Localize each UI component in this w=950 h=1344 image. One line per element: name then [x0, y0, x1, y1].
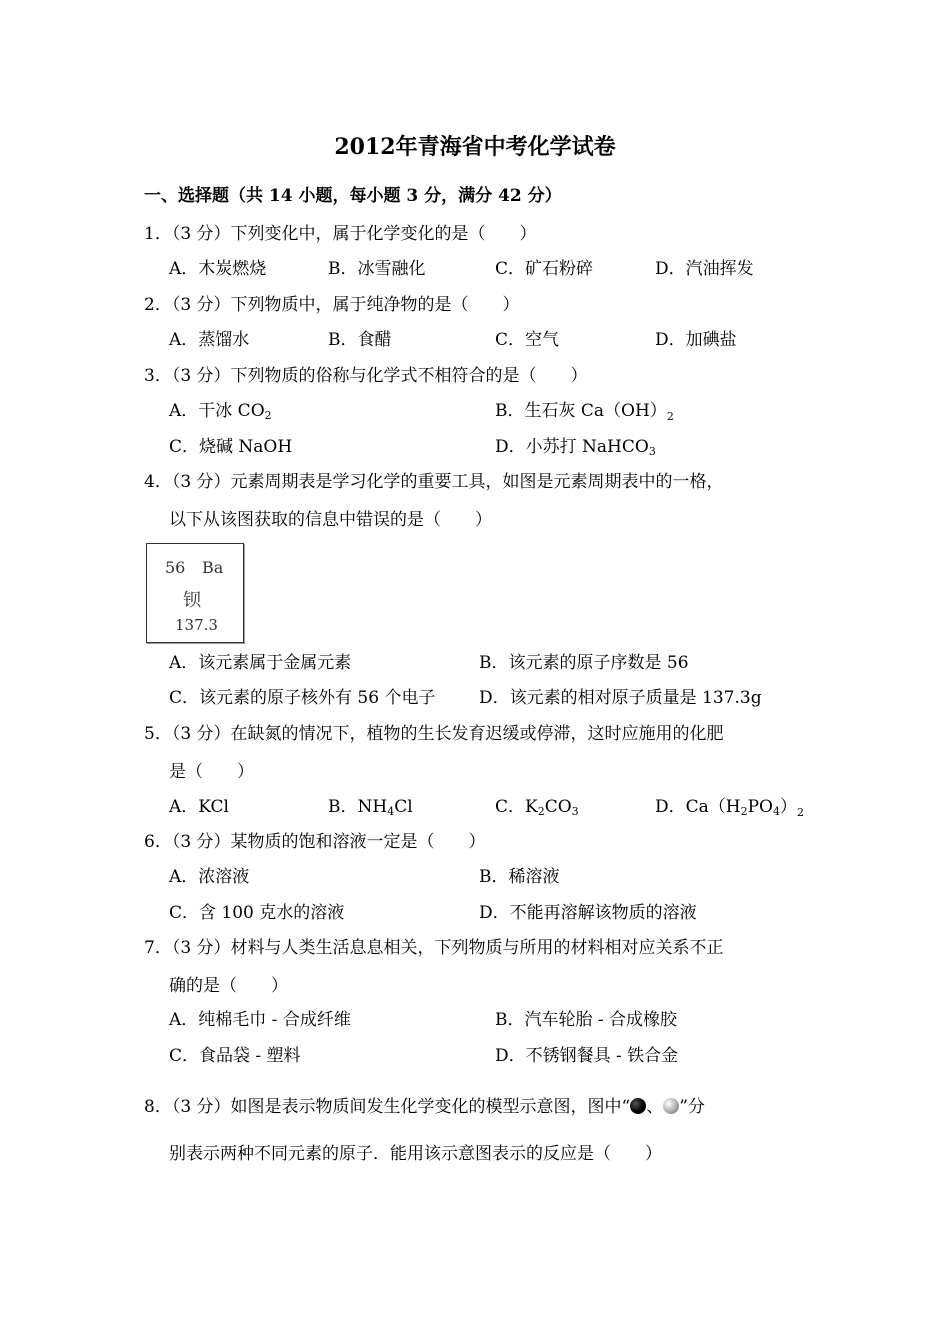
question-5-option-a: A．KCl	[169, 797, 229, 817]
question-2-option-b: B．食醋	[328, 330, 392, 350]
question-6-option-c: C．含 100 克水的溶液	[169, 903, 345, 923]
question-4-stem-line1: 4．（3 分）元素周期表是学习化学的重要工具，如图是元素周期表中的一格，	[144, 472, 724, 492]
question-7-option-a: A．纯棉毛巾 - 合成纤维	[169, 1010, 351, 1030]
periodic-table-cell	[146, 543, 244, 643]
question-5-stem-line2: 是（ ）	[169, 762, 254, 782]
element-symbol: Ba	[202, 558, 224, 577]
element-atomic-number: 56	[165, 558, 186, 577]
question-3-option-d: D．小苏打 NaHCO$_3$	[495, 437, 656, 458]
page-title: 2012年青海省中考化学试卷	[334, 134, 616, 160]
question-1-option-c: C．矿石粉碎	[495, 259, 594, 279]
question-7-option-d: D．不锈钢餐具 - 铁合金	[495, 1046, 679, 1066]
question-3-option-b: B．生石灰 $Ca(OH)_2$	[495, 401, 674, 423]
question-8-stem-line2: 别表示两种不同元素的原子．能用该示意图表示的反应是（ ）	[169, 1144, 662, 1164]
question-1-option-a: A．木炭燃烧	[169, 259, 267, 279]
question-3-stem: 3．（3 分）下列物质的俗称与化学式不相符合的是（ ）	[144, 366, 588, 386]
question-2-stem: 2．（3 分）下列物质中，属于纯净物的是（ ）	[144, 295, 520, 315]
gray-atom-icon	[663, 1098, 679, 1114]
question-7-stem-line1: 7．（3 分）材料与人类生活息息相关，下列物质与所用的材料相对应关系不正	[144, 938, 724, 958]
question-3-option-c: C．烧碱 NaOH	[169, 437, 293, 457]
question-6-stem: 6．（3 分）某物质的饱和溶液一定是（ ）	[144, 832, 486, 852]
element-name: 钡	[183, 590, 201, 611]
question-7-option-c: C．食品袋 - 塑料	[169, 1046, 301, 1066]
question-5-stem-line1: 5．（3 分）在缺氮的情况下，植物的生长发育迟缓或停滞，这时应施用的化肥	[144, 724, 724, 744]
element-atomic-mass: 137.3	[175, 616, 218, 634]
question-4-option-d: D．该元素的相对原子质量是 137.3g	[479, 688, 762, 708]
question-3-option-a: A．干冰 $CO_2$	[169, 401, 272, 422]
question-4-stem-line2: 以下从该图获取的信息中错误的是（ ）	[169, 510, 492, 530]
question-2-option-d: D．加碘盐	[655, 330, 737, 350]
question-1-option-d: D．汽油挥发	[655, 259, 754, 279]
question-5-option-c: C．$K_2CO_3$	[495, 797, 579, 818]
question-1-option-b: B．冰雪融化	[328, 259, 426, 279]
question-5-option-b: B．$NH_4Cl$	[328, 797, 413, 818]
question-2-option-a: A．蒸馏水	[169, 330, 250, 350]
question-4-option-a: A．该元素属于金属元素	[169, 653, 352, 673]
question-1-stem: 1．（3 分）下列变化中，属于化学变化的是（ ）	[144, 224, 537, 244]
question-4-option-c: C．该元素的原子核外有 56 个电子	[169, 688, 436, 708]
question-6-option-d: D．不能再溶解该物质的溶液	[479, 903, 697, 923]
question-5-option-d: D．$Ca(H_2PO_4)_2$	[655, 797, 804, 819]
question-6-option-b: B．稀溶液	[479, 867, 560, 887]
black-atom-icon	[630, 1098, 646, 1114]
question-4-option-b: B．该元素的原子序数是 56	[479, 653, 689, 673]
question-7-stem-line2: 确的是（ ）	[169, 976, 288, 996]
question-6-option-a: A．浓溶液	[169, 867, 250, 887]
question-7-option-b: B．汽车轮胎 - 合成橡胶	[495, 1010, 678, 1030]
question-8-stem-line1: 8．（3 分）如图是表示物质间发生化学变化的模型示意图，图中“ 、 ”分	[144, 1097, 705, 1117]
section-heading: 一、选择题（共 14 小题，每小题 3 分，满分 42 分）	[144, 186, 562, 206]
question-2-option-c: C．空气	[495, 330, 560, 350]
